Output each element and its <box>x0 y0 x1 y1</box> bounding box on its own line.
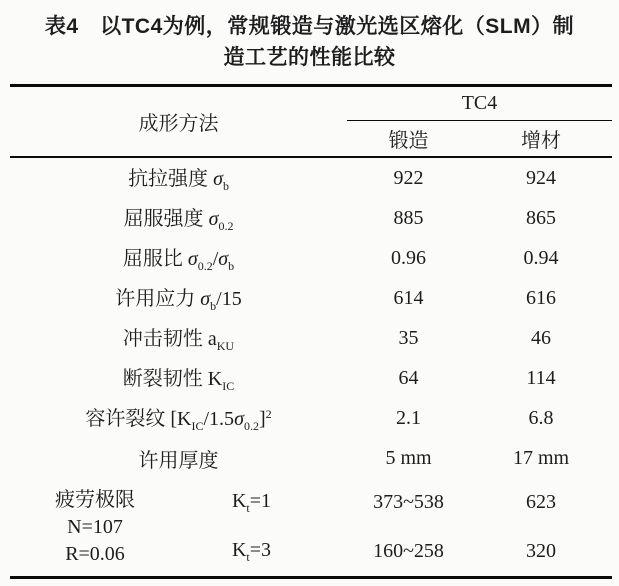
table-row-tensile-strength <box>10 158 612 198</box>
forging-value: 2.1 <box>396 406 421 429</box>
fatigue-limit-label-line-1: 疲劳极限 <box>55 488 135 511</box>
header-additive-column: 增材 <box>521 130 561 152</box>
table-row-allowable-thickness <box>10 438 612 478</box>
forging-value: 160~258 <box>373 540 444 562</box>
additive-value: 865 <box>526 206 556 229</box>
table-row-allowable-stress <box>10 278 612 318</box>
forging-value: 35 <box>398 326 419 349</box>
additive-value: 0.94 <box>523 246 559 269</box>
forging-value: 614 <box>393 286 424 309</box>
forging-value: 0.96 <box>391 246 426 269</box>
additive-value: 17 mm <box>512 446 570 469</box>
additive-value: 6.8 <box>528 406 554 429</box>
table-row-allowable-crack <box>10 398 612 438</box>
header-method-cell: 成形方法 <box>138 113 219 135</box>
additive-value: 46 <box>531 326 551 349</box>
kt3-label: $K_t=3$ <box>231 538 272 564</box>
table-row-yield-ratio <box>10 238 612 278</box>
forging-value: 373~538 <box>373 491 444 513</box>
table-caption <box>0 0 619 73</box>
comparison-table <box>10 84 612 579</box>
header-group-block <box>347 87 612 156</box>
forging-value: 5 mm <box>385 446 432 469</box>
additive-value: 616 <box>526 286 556 309</box>
table-header <box>10 84 612 158</box>
table-caption-line-2: 造工艺的性能比较 <box>223 46 396 69</box>
table-caption-line-1: 表4 以TC4为例，常规锻造与激光选区熔化（SLM）制 <box>44 15 575 38</box>
table-body <box>10 158 612 579</box>
row-label: 容许裂纹 $[K_{IC}/1.5\sigma_{0.2}]^2$ <box>85 407 272 433</box>
row-label: 屈服比 $\sigma_{0.2}/\sigma_b$ <box>122 248 235 273</box>
table-row-fracture-toughness <box>10 358 612 398</box>
table-row-yield-strength <box>10 198 612 238</box>
header-subcolumns <box>347 121 612 156</box>
row-label: 冲击韧性 $a_{KU}$ <box>122 328 235 353</box>
table-row-group-fatigue-limit <box>10 478 612 576</box>
forging-value: 885 <box>393 206 424 229</box>
kt1-label: $K_t=1$ <box>231 489 272 515</box>
row-label: 许用应力 $\sigma_b/15$ <box>115 288 242 313</box>
additive-value: 320 <box>526 540 556 562</box>
header-group-label: TC4 <box>347 87 612 121</box>
row-label: 断裂韧性 $K_{IC}$ <box>122 368 235 393</box>
fatigue-limit-label <box>10 487 180 568</box>
forging-value: 64 <box>398 366 419 389</box>
fatigue-limit-label-line-3: R=0.06 <box>65 542 125 565</box>
header-forging-column: 锻造 <box>388 130 429 152</box>
additive-value: 114 <box>526 366 556 389</box>
forging-value: 922 <box>393 166 424 189</box>
additive-value: 623 <box>526 491 556 513</box>
table-row-impact-toughness <box>10 318 612 358</box>
row-label: 许用厚度 <box>138 449 219 472</box>
row-label: 屈服强度 $\sigma_{0.2}$ <box>123 208 234 233</box>
row-label: 抗拉强度 $\sigma_b$ <box>128 168 229 193</box>
additive-value: 924 <box>526 166 556 189</box>
fatigue-limit-label-line-2: N=107 <box>67 515 123 538</box>
